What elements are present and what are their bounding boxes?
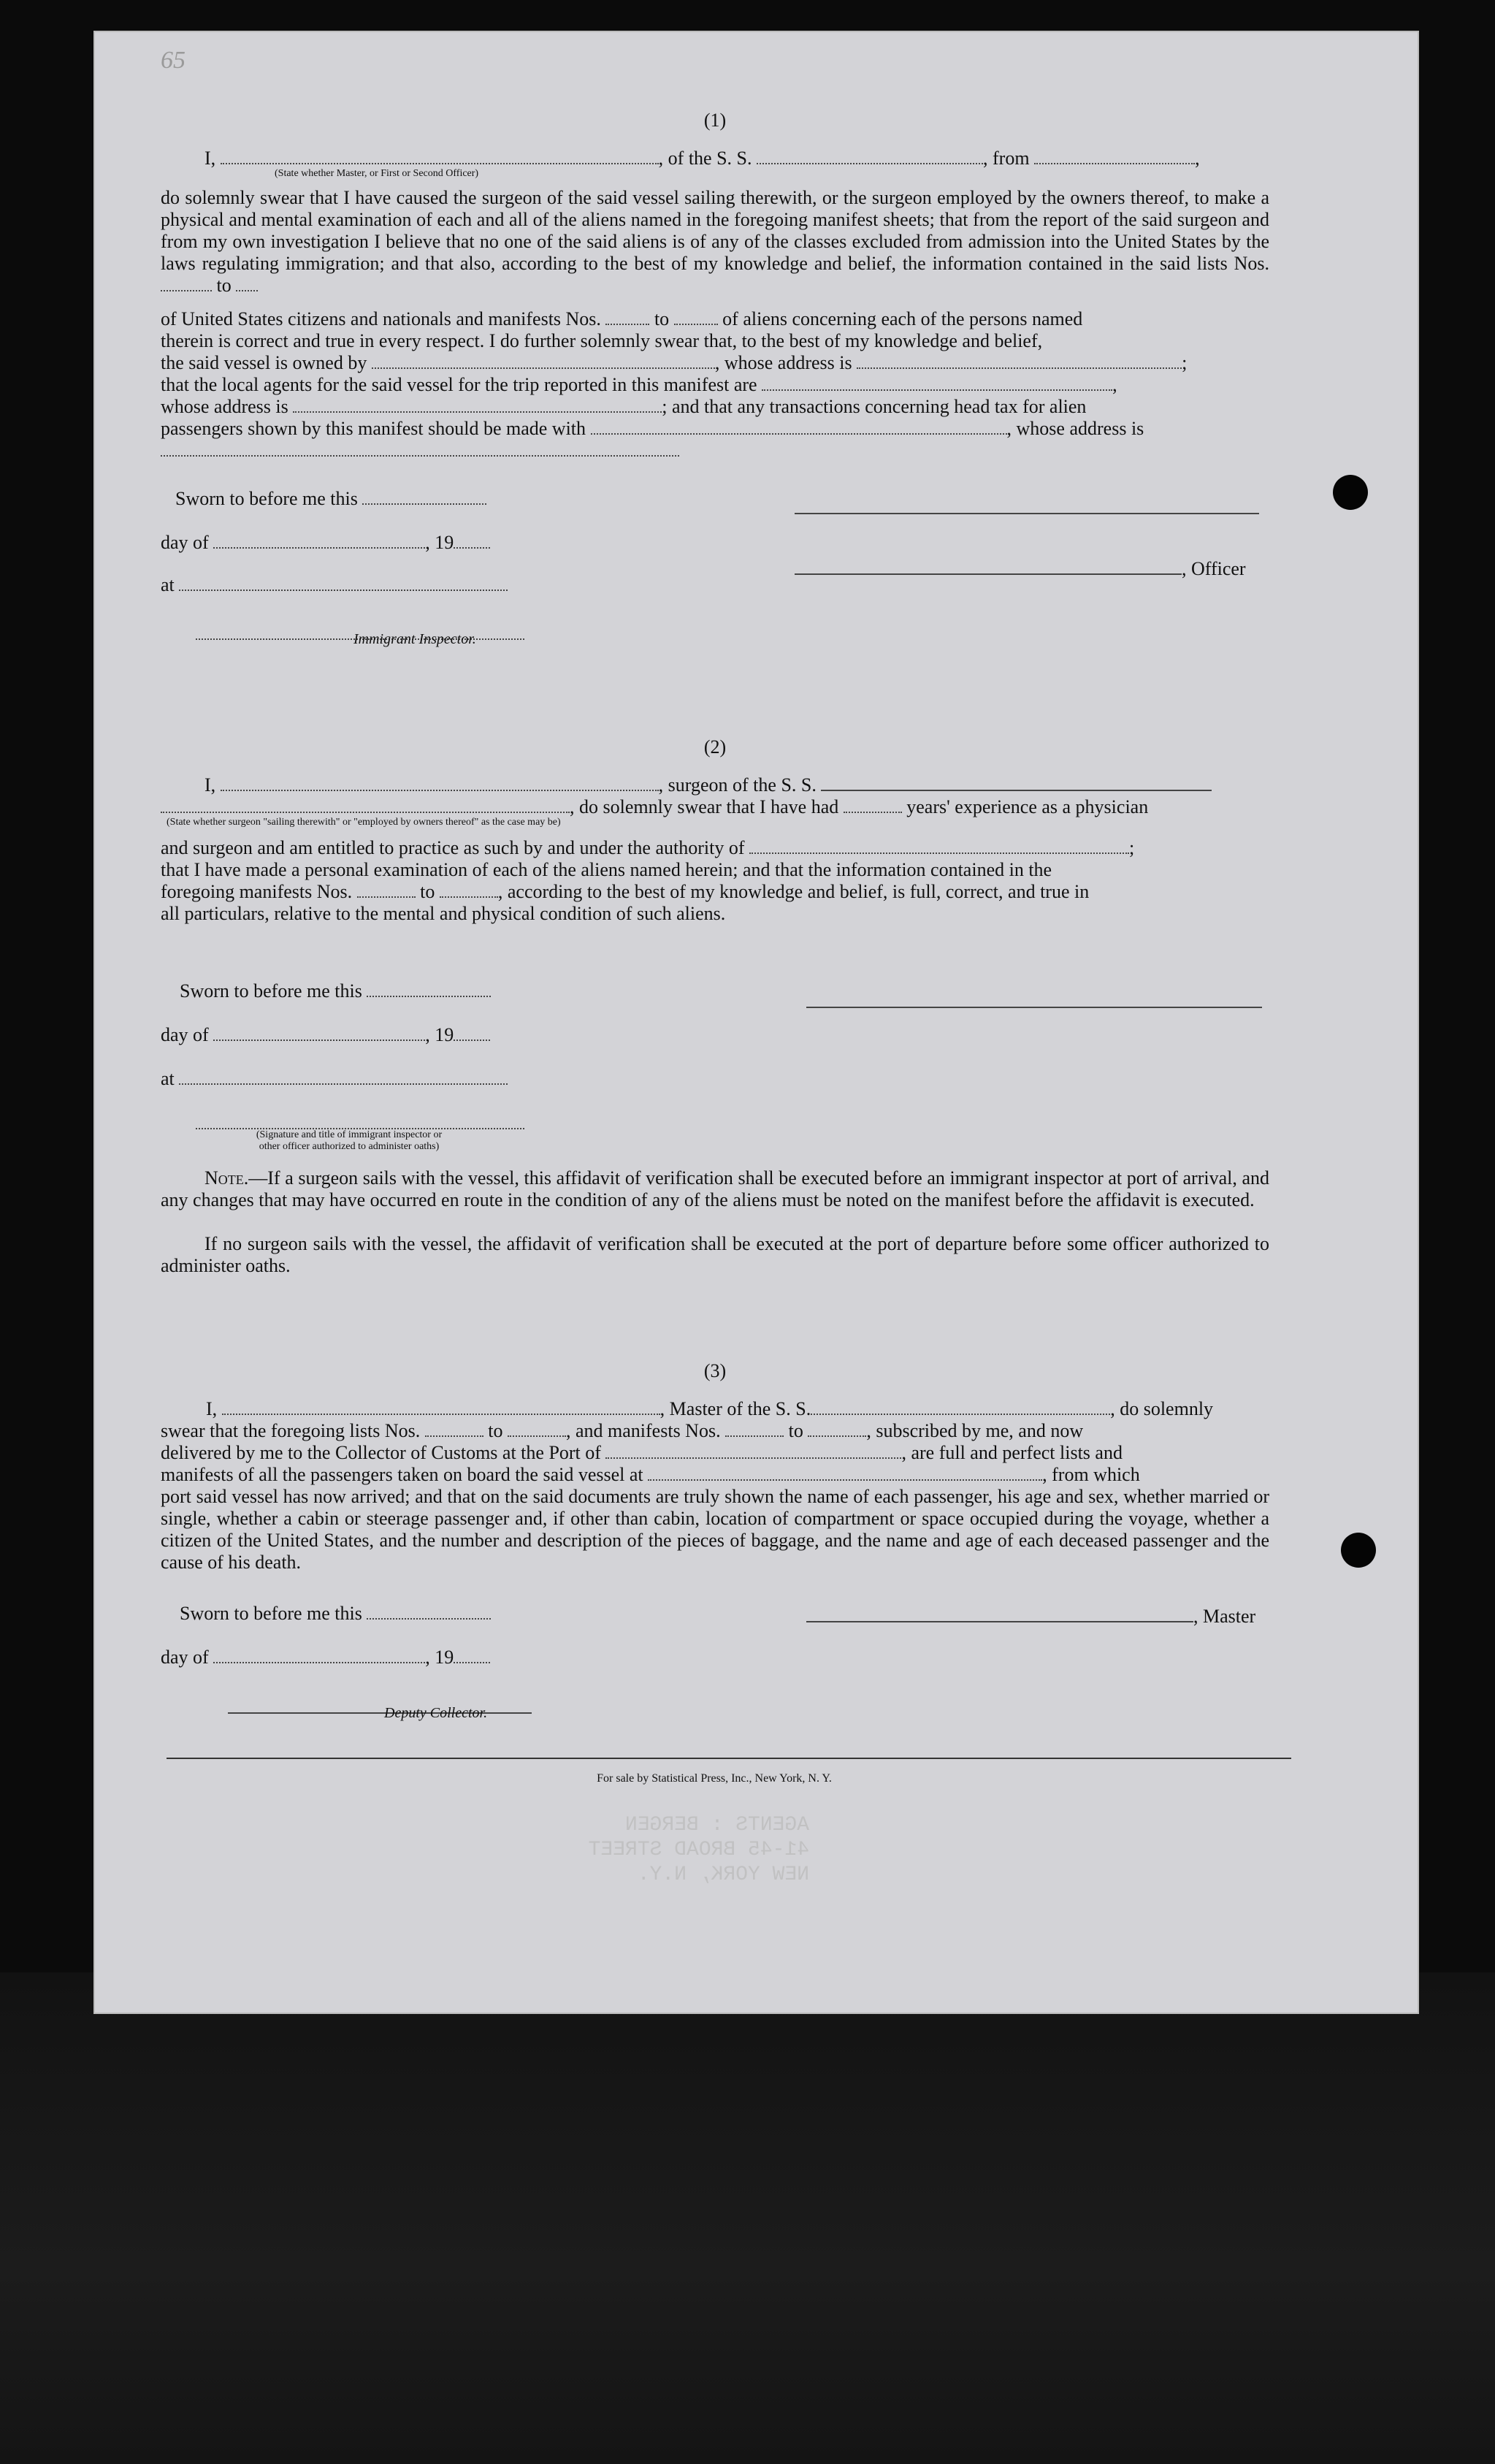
s2-line-4: that I have made a personal examination of each of the aliens named herein; and that the information contained in the bbox=[161, 859, 1052, 880]
s2-sworn-date-field[interactable] bbox=[367, 981, 491, 997]
s1-line-1: I, , of the S. S. , from , bbox=[204, 148, 1200, 169]
s2-manifests-from-field[interactable] bbox=[357, 882, 416, 898]
s2-note-paragraph-2: If no surgeon sails with the vessel, the affidavit of verification shall be executed at the port of departure before some officer authorized to administer oaths. bbox=[161, 1233, 1269, 1276]
s3-main-paragraph: port said vessel has now arrived; and that on the said documents are truly shown the name of each passenger, his age and sex, whether married or single, whether a cabin or steerage passenger and, if other than cabin, location of compartment or space occupied during the voyage, whether a citizen of the United States, and the number and description of the pieces of baggage, and the name and age of each deceased passenger and the cause of his death. bbox=[161, 1486, 1269, 1573]
section-1-heading: (1) bbox=[703, 110, 727, 131]
s1-year-field[interactable] bbox=[454, 533, 490, 549]
s2-vessel-field[interactable] bbox=[821, 775, 1212, 791]
s1-officer-title-field[interactable] bbox=[795, 559, 1182, 575]
manifests-from-field[interactable] bbox=[605, 309, 649, 325]
s3-collector-caption: Deputy Collector. bbox=[384, 1705, 488, 1721]
s2-status-note: (State whether surgeon "sailing therewith" or "employed by owners thereof" as the case may be) bbox=[167, 817, 561, 828]
printer-credit: For sale by Statistical Press, Inc., New York, N. Y. bbox=[597, 1772, 832, 1785]
s3-year-field[interactable] bbox=[454, 1647, 490, 1663]
agents-field[interactable] bbox=[762, 375, 1112, 391]
s3-sworn-line: Sworn to before me this bbox=[180, 1603, 1288, 1625]
s3-line-1: I, , Master of the S. S. , do solemnly bbox=[206, 1398, 1214, 1419]
years-experience-field[interactable] bbox=[844, 797, 902, 813]
s3-embark-port-field[interactable] bbox=[648, 1465, 1042, 1481]
s3-master-signature-line[interactable] bbox=[806, 1606, 1193, 1622]
s2-line-6: all particulars, relative to the mental and physical condition of such aliens. bbox=[161, 903, 726, 924]
s1-day-line: day of , 19 bbox=[161, 532, 1269, 554]
s3-lists-from-field[interactable] bbox=[425, 1421, 483, 1437]
s3-manifests-from-field[interactable] bbox=[725, 1421, 784, 1437]
s2-manifests-to-field[interactable] bbox=[440, 882, 498, 898]
s1-day-field[interactable] bbox=[213, 533, 425, 549]
s1-line-head-tax: passengers shown by this manifest should be made with , whose address is bbox=[161, 418, 1144, 439]
s3-line-4: manifests of all the passengers taken on board the said vessel at , from which bbox=[161, 1464, 1140, 1485]
s3-manifests-to-field[interactable] bbox=[808, 1421, 866, 1437]
s3-day-field[interactable] bbox=[213, 1647, 425, 1663]
agent-stamp-bleedthrough: AGENTS : BERGEN 41-45 BROAD STREET NEW YORK, N.Y. bbox=[588, 1814, 809, 1886]
s1-line-owner: the said vessel is owned by , whose address is ; bbox=[161, 352, 1188, 373]
s2-inspector-signature-line[interactable] bbox=[196, 1113, 524, 1129]
section-3-heading: (3) bbox=[703, 1360, 727, 1381]
lists-to-field[interactable] bbox=[236, 275, 258, 291]
binder-hole-bottom bbox=[1341, 1533, 1376, 1568]
s1-inspector-caption: Immigrant Inspector. bbox=[353, 631, 476, 647]
owner-field[interactable] bbox=[372, 353, 715, 369]
owner-address-field[interactable] bbox=[857, 353, 1182, 369]
s2-line-2: , do solemnly swear that I have had years' experience as a physician bbox=[161, 796, 1269, 818]
s1-rank-note: (State whether Master, or First or Second Officer) bbox=[275, 168, 479, 179]
s3-lists-to-field[interactable] bbox=[508, 1421, 566, 1437]
s1-line-agent-address: whose address is ; and that any transactions concerning head tax for alien bbox=[161, 396, 1087, 417]
s1-sworn-line: Sworn to before me this bbox=[175, 488, 1284, 510]
s2-year-field[interactable] bbox=[454, 1025, 490, 1041]
s3-port-field[interactable] bbox=[605, 1443, 901, 1459]
from-port-field[interactable] bbox=[1034, 148, 1195, 164]
s1-officer-line: , Officer bbox=[795, 558, 1269, 580]
s1-officer-signature-line[interactable] bbox=[795, 498, 1259, 514]
s2-day-line: day of , 19 bbox=[161, 1024, 1269, 1046]
s1-line-manifests: of United States citizens and nationals and manifests Nos. to of aliens concerning each of the persons named bbox=[161, 308, 1083, 329]
s2-line-3: and surgeon and am entitled to practice as such by and under the authority of ; bbox=[161, 837, 1135, 858]
s2-at-field[interactable] bbox=[179, 1069, 508, 1085]
section-2-heading: (2) bbox=[703, 736, 727, 758]
vessel-name-field[interactable] bbox=[757, 148, 983, 164]
s2-surgeon-signature-line[interactable] bbox=[806, 992, 1262, 1008]
agents-address-field[interactable] bbox=[293, 397, 662, 413]
s1-sworn-date-field[interactable] bbox=[362, 489, 486, 505]
manifests-to-field[interactable] bbox=[674, 309, 718, 325]
s1-main-paragraph: do solemnly swear that I have caused the surgeon of the said vessel sailing therewith, or the surgeon employed by the owners thereof, to make a physical and mental examination of each and all of the aliens named in the foregoing manifest sheets; that from the report of the said surgeon and from my own investigation I believe that no one of the said aliens is of any of the classes excluded from admission into the United States by the laws regulating immigration; and that also, according to the best of my knowledge and belief, the information contained in the said lists Nos. to bbox=[161, 187, 1269, 296]
page-number-mark: 65 bbox=[161, 47, 186, 74]
footer-rule bbox=[167, 1758, 1291, 1759]
s1-line-agents: that the local agents for the said vessel for the trip reported in this manifest are , bbox=[161, 374, 1117, 395]
s2-day-field[interactable] bbox=[213, 1025, 425, 1041]
officer-rank-field[interactable] bbox=[221, 148, 659, 164]
lists-from-field[interactable] bbox=[161, 275, 212, 291]
s3-line-2: swear that the foregoing lists Nos. to , and manifests Nos. to , subscribed by me, and now bbox=[161, 1420, 1084, 1441]
s2-signature-note: (Signature and title of immigrant inspector or other officer authorized to administer oaths) bbox=[256, 1129, 443, 1152]
s3-day-line: day of , 19 bbox=[161, 1647, 1269, 1668]
surgeon-name-field[interactable] bbox=[221, 775, 659, 791]
s3-line-3: delivered by me to the Collector of Customs at the Port of , are full and perfect lists and bbox=[161, 1442, 1123, 1463]
s3-master-signature: , Master bbox=[806, 1606, 1274, 1628]
s3-vessel-field[interactable] bbox=[811, 1399, 1110, 1415]
head-tax-agent-field[interactable] bbox=[591, 419, 1007, 435]
head-tax-address-field[interactable] bbox=[161, 440, 679, 457]
s1-line-correct: therein is correct and true in every respect. I do further solemnly swear that, to the best of my knowledge and belief, bbox=[161, 330, 1043, 351]
s1-at-field[interactable] bbox=[179, 575, 508, 591]
scanner-background bbox=[0, 1972, 1495, 2464]
s2-at-line: at bbox=[161, 1068, 1269, 1090]
s1-address-continued bbox=[161, 440, 1269, 462]
manifest-back-page bbox=[93, 31, 1419, 2014]
s2-line-1: I, , surgeon of the S. S. bbox=[161, 774, 1269, 796]
s2-note-paragraph: Note.—If a surgeon sails with the vessel, this affidavit of verification shall be executed before an immigrant inspector at port of arrival, and any changes that may have occurred en route in the condition of any of the aliens must be noted on the manifest before the affidavit is executed. bbox=[161, 1167, 1269, 1210]
authority-field[interactable] bbox=[749, 838, 1129, 854]
s1-at-line: at bbox=[161, 574, 1269, 596]
s3-master-name-field[interactable] bbox=[222, 1399, 660, 1415]
binder-hole-top bbox=[1333, 475, 1368, 510]
s2-line-5: foregoing manifests Nos. to , according to the best of my knowledge and belief, is full, correct, and true in bbox=[161, 881, 1090, 902]
surgeon-status-field[interactable] bbox=[161, 797, 570, 813]
s2-sworn-line: Sworn to before me this bbox=[180, 980, 1288, 1002]
s3-sworn-date-field[interactable] bbox=[367, 1603, 491, 1620]
